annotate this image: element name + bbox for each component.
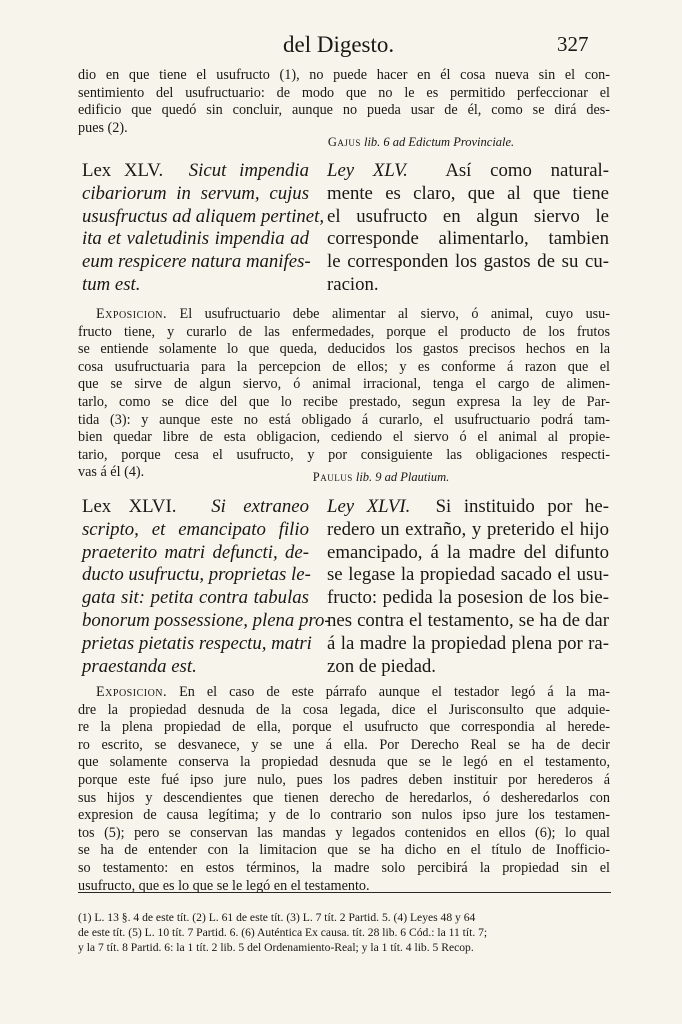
- text-line: El usufructuario debe alimentar al siervo, ó animal, cuyo usu-: [179, 306, 610, 322]
- text-line: gata sit: petita contra tabulas: [82, 587, 309, 609]
- attribution-work: lib. 9 ad Plautium.: [355, 470, 450, 484]
- attribution-author: Gajus: [327, 135, 361, 149]
- text-line: dio en que tiene el usufructo (1), no puede hacer en él cosa nueva sin el con-: [78, 67, 610, 83]
- text-line: eum respicere natura manifes-: [82, 251, 311, 273]
- law45-spanish-column: [327, 160, 609, 297]
- exposition-label: Exposicion.: [96, 684, 168, 700]
- text-line: Si extraneo: [211, 496, 309, 517]
- attribution-author: Paulus: [312, 470, 353, 484]
- text-line: mente es claro, que al que tiene: [327, 182, 609, 204]
- text-line: tarlo, como se dice del que lo recibe prestado, segun expresa la ley de Par-: [78, 393, 610, 410]
- text-line: nes contra el testamento, se ha de dar: [327, 609, 609, 631]
- text-line: praestanda est.: [82, 655, 197, 677]
- text-line: se legase la propiedad sacado el usu-: [327, 564, 609, 586]
- text-line: usufructo, que es lo que se le legó en el testamento.: [78, 877, 370, 894]
- text-line: se ha de entender con la limitacion que se ha dicho en el título de Inofficio-: [78, 842, 610, 859]
- exposition-2: [78, 684, 610, 895]
- text-line: Si instituido por he-: [435, 496, 609, 517]
- text-line: fructo tiene, y curarlo de las enfermedades, porque el producto de los frutos: [78, 323, 610, 340]
- law45-spanish-label: Ley XLV.: [327, 160, 408, 181]
- text-line: ducto usufructu, proprietas le-: [82, 564, 311, 586]
- text-line: se entiende solamente lo que queda, deducidos los gastos precisos hechos en la: [78, 341, 610, 358]
- text-line: Así como natural-: [445, 160, 610, 181]
- text-line: á la madre la propiedad plena por ra-: [327, 632, 609, 654]
- text-line: corresponde alimentarlo, tambien: [327, 228, 609, 250]
- text-line: ususfructus ad aliquem pertinet,: [82, 205, 325, 227]
- text-line: zon de piedad.: [327, 655, 436, 677]
- text-line: En el caso de este párrafo aunque el testador legó á la ma-: [179, 684, 611, 700]
- law45-latin-label: Lex XLV.: [82, 160, 164, 181]
- text-line: emancipado, á la madre del difunto: [327, 541, 609, 563]
- running-header: [0, 30, 682, 60]
- text-line: prietas pietatis respectu, matri: [82, 632, 312, 654]
- attribution-paulus: [40, 470, 682, 485]
- footnote-line: (1) L. 13 §. 4 de este tít. (2) L. 61 de este tít. (3) L. 7 tít. 2 Partid. 5. (4) Leyes 48 y 64: [78, 911, 476, 924]
- text-line: fructo: pedida la posesion de los bie-: [327, 587, 609, 609]
- text-line: vas á él (4).: [78, 464, 145, 481]
- text-line: cosa usufructuaria para la percepcion de ellos; y es conforme á razon que el: [78, 358, 610, 375]
- text-line: tos (5); pero se conservan las mandas y legados contenidos en ellos (6); lo qual: [78, 824, 610, 841]
- exposition-label: Exposicion.: [96, 306, 168, 322]
- footnote-line: y la 7 tít. 8 Partid. 6: la 1 tít. 2 lib. 5 del Ordenamiento-Real; y la 1 tít. 4 lib. 5 Recop.: [78, 941, 474, 954]
- running-title: del Digesto.: [283, 32, 395, 57]
- text-line: sus hijos y descendientes que tienen derecho de heredarlos, ó desheredarlos con: [78, 789, 610, 806]
- text-line: racion.: [327, 273, 379, 295]
- text-line: tario, porque cesa el usufructo, y por consiguiente las obligaciones respecti-: [78, 446, 610, 463]
- footnote-line: de este tít. (5) L. 10 tít. 7 Partid. 6. (6) Auténtica Ex causa. tít. 28 lib. 6 Cód.: la 11 tít. 7;: [78, 926, 488, 939]
- text-line: bien quedar libre de esta obligacion, cediendo el siervo ó el animal al propie-: [78, 429, 610, 446]
- text-line: ita et valetudinis impendia ad: [82, 228, 309, 250]
- text-line: el usufructo en algun siervo le: [327, 205, 609, 227]
- text-line: dre la propiedad desnuda de la cosa legada, dice el Jurisconsulto que adquie-: [78, 701, 610, 718]
- law46-spanish-column: [327, 496, 609, 678]
- text-line: ro escrito, se desvanece, y se une á ella. Por Derecho Real se ha de decir: [78, 736, 610, 753]
- attribution-work: lib. 6 ad Edictum Provinciale.: [363, 135, 515, 149]
- text-line: le corresponden los gastos de su cu-: [327, 251, 609, 273]
- text-line: expresion de causa legítima; y de lo contrario son nulos ipso jure los testamen-: [78, 807, 610, 824]
- text-line: tum est.: [82, 273, 141, 295]
- text-line: bonorum possessione, plena pro-: [82, 609, 331, 631]
- text-line: pues (2).: [78, 119, 128, 136]
- text-line: re la plena propiedad de ella, porque el usufructo que correspondia al herede-: [78, 719, 610, 736]
- text-line: cibariorum in servum, cujus: [82, 182, 309, 204]
- law45-latin-column: [82, 160, 325, 297]
- text-line: que se sirve de algun siervo, ó animal irracional, tenga el cargo de alimen-: [78, 376, 610, 393]
- text-line: sentimiento del usufructuario: de modo que no le es permitido perfeccionar el: [78, 84, 610, 101]
- text-line: que solamente conserva la propiedad desnuda que se le legó en el testamento,: [78, 754, 610, 771]
- attribution-gajus: [80, 135, 682, 150]
- footnotes: [78, 910, 618, 955]
- text-line: redero un extraño, y preterido el hijo: [327, 518, 609, 540]
- text-line: praeterito matri defuncti, de-: [82, 541, 309, 563]
- text-line: scripto, et emancipato filio: [82, 518, 309, 540]
- text-line: Sicut impendia: [188, 160, 309, 181]
- page-number: 327: [557, 32, 589, 56]
- intro-paragraph: [78, 67, 610, 137]
- law46-latin-column: [82, 496, 331, 678]
- text-line: porque este fué ipso jure nulo, pues los padres deben instituir por herederos á: [78, 771, 610, 788]
- law46-spanish-label: Ley XLVI.: [327, 496, 411, 517]
- footnote-divider: [78, 892, 611, 893]
- text-line: tida (3): y aunque este no está obligado á curarlo, el usufructuario podrá tam-: [78, 411, 610, 428]
- text-line: so testamento: en estos términos, la madre solo percibirá la propiedad sin el: [78, 859, 610, 876]
- exposition-1: [78, 306, 610, 482]
- law46-latin-label: Lex XLVI.: [82, 496, 177, 517]
- text-line: edificio que quedó sin concluir, aunque no pueda usar de él, como se dirá des-: [78, 102, 610, 119]
